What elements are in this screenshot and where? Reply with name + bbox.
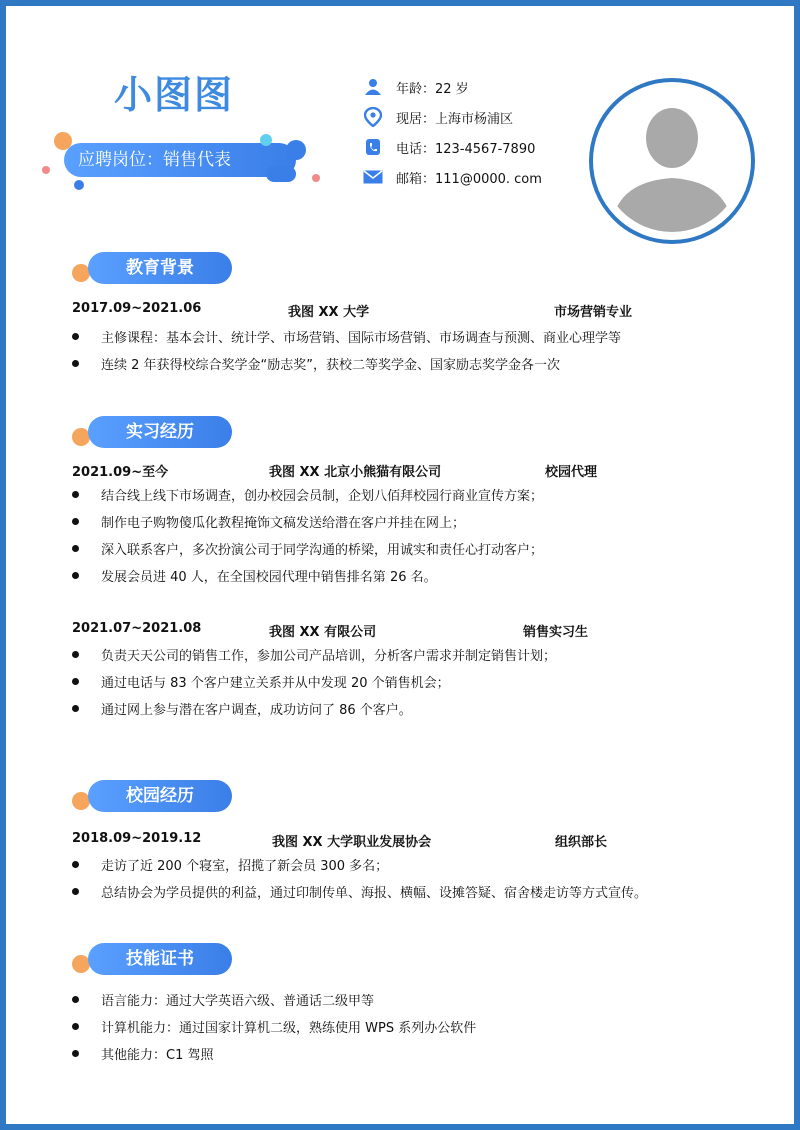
skills-list [72, 986, 476, 1067]
job-company: 我图 XX 北京小熊猫有限公司 [269, 465, 442, 480]
education-list [72, 323, 621, 377]
contact-phone-text: 电话：123-4567-7890 [396, 141, 536, 157]
section-title: 技能证书 [88, 943, 232, 975]
section-title: 校园经历 [88, 780, 232, 812]
job-row [72, 621, 588, 640]
section-title: 实习经历 [88, 416, 232, 448]
contact-age [362, 72, 542, 102]
list-item: 主修课程：基本会计、统计学、市场营销、国际市场营销、市场调查与预测、商业心理学等 [72, 323, 621, 350]
job-date: 2021.09~至今 [72, 465, 169, 480]
job-list [72, 641, 556, 722]
education-date: 2017.09~2021.06 [72, 301, 202, 316]
job-role: 校园代理 [545, 465, 598, 480]
candidate-name: 小图图 [114, 73, 235, 117]
list-item: 计算机能力：通过国家计算机二级，熟练使用 WPS 系列办公软件 [72, 1013, 476, 1040]
section-title: 教育背景 [88, 252, 232, 284]
list-item: 深入联系客户，多次扮演公司于同学沟通的桥梁，用诚实和责任心打动客户； [72, 535, 543, 562]
campus-row [72, 831, 607, 850]
education-row [72, 301, 632, 320]
contact-location-text: 现居：上海市杨浦区 [396, 111, 514, 127]
campus-org: 我图 XX 大学职业发展协会 [272, 835, 432, 850]
list-item: 通过电话与 83 个客户建立关系并从中发现 20 个销售机会； [72, 668, 556, 695]
campus-role: 组织部长 [555, 835, 608, 850]
decor-dot [266, 166, 296, 182]
list-item: 负责天天公司的销售工作，参加公司产品培训，分析客户需求并制定销售计划； [72, 641, 556, 668]
contact-list [362, 72, 542, 192]
decor-dot [42, 166, 50, 174]
contact-phone [362, 132, 542, 162]
phone-icon [362, 136, 384, 158]
list-item: 制作电子购物傻瓜化教程掩饰文稿发送给潜在客户并挂在网上； [72, 508, 543, 535]
list-item: 结合线上线下市场调查，创办校园会员制，企划八佰拜校园行商业宣传方案； [72, 481, 543, 508]
decor-dot [286, 140, 306, 160]
campus-date: 2018.09~2019.12 [72, 831, 202, 846]
contact-location [362, 102, 542, 132]
list-item: 发展会员进 40 人，在全国校园代理中销售排名第 26 名。 [72, 562, 543, 589]
photo-frame [589, 78, 755, 244]
list-item: 语言能力：通过大学英语六级、普通话二级甲等 [72, 986, 476, 1013]
job-date: 2021.07~2021.08 [72, 621, 202, 636]
list-item: 走访了近 200 个寝室，招揽了新会员 300 多名； [72, 851, 647, 878]
mail-icon [362, 166, 384, 188]
decor-dot [312, 174, 320, 182]
avatar-placeholder [601, 90, 743, 232]
job-list [72, 481, 543, 589]
person-icon [362, 76, 384, 98]
list-item: 其他能力：C1 驾照 [72, 1040, 476, 1067]
job-target-badge: 应聘岗位：销售代表 [64, 143, 296, 177]
job-row [72, 461, 597, 480]
job-role: 销售实习生 [523, 625, 589, 640]
location-icon [362, 106, 384, 128]
education-school: 我图 XX 大学 [288, 305, 370, 320]
list-item: 通过网上参与潜在客户调查，成功访问了 86 个客户。 [72, 695, 556, 722]
contact-mail [362, 162, 542, 192]
education-major: 市场营销专业 [554, 305, 633, 320]
decor-dot [260, 134, 272, 146]
campus-list [72, 851, 647, 905]
contact-mail-text: 邮箱：111@0000. com [396, 171, 542, 187]
job-company: 我图 XX 有限公司 [269, 625, 377, 640]
contact-age-text: 年龄：22 岁 [396, 81, 469, 97]
decor-dot [74, 180, 84, 190]
list-item: 总结协会为学员提供的利益，通过印制传单、海报、横幅、设摊答疑、宿舍楼走访等方式宣传。 [72, 878, 647, 905]
list-item: 连续 2 年获得校综合奖学金“励志奖”，获校二等奖学金、国家励志奖学金各一次 [72, 350, 621, 377]
